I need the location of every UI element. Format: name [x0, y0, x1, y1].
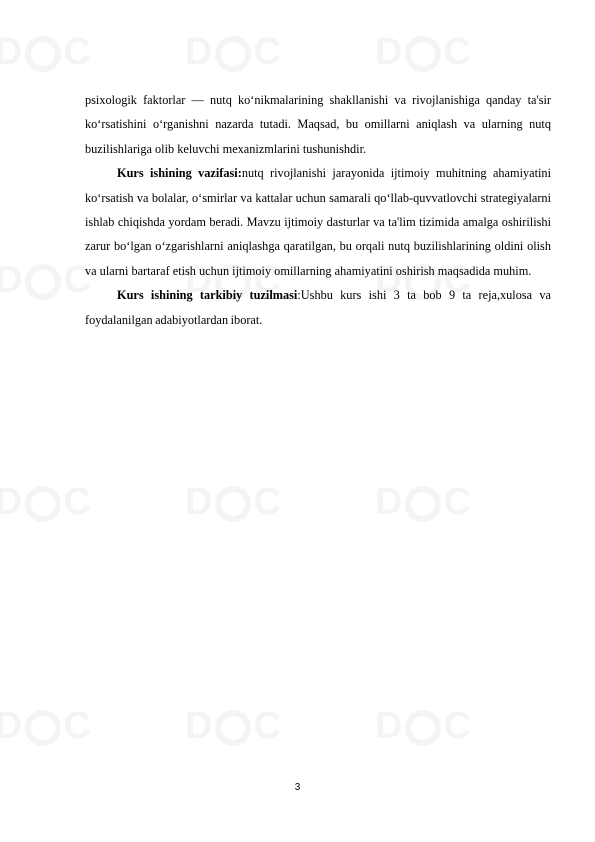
objectives-heading: Kurs ishining vazifasi: [117, 166, 242, 181]
objectives-text: nutq rivojlanishi jarayonida ijtimoiy muhitning ahamiyatini ko‘rsatish va bolalar, o‘smirlar va kattalar uchun samarali qo‘llab-quvvatlovchi strategiyalarni ishlab chiqishda yordam beradi. Mavzu ijtimoiy dasturlar va ta'lim tizimida amalga oshirilishi zarur bo‘lgan o‘zgarishlarni aniqlashga qaratilgan, bu orqali nutq buzilishlarining oldini olish va ularni bartaraf etish uchun ijtimoiy omillarning ahamiyatini oshirish maqsadida muhim. [85, 166, 551, 278]
watermark-logo [0, 30, 145, 74]
watermark-logo [375, 704, 525, 748]
paragraph-structure [85, 283, 551, 332]
structure-text: :Ushbu kurs ishi 3 ta bob 9 ta reja,xulosa va foydalanilgan adabiyotlardan iborat. [85, 288, 551, 327]
watermark-logo [375, 480, 525, 524]
watermark-logo [0, 704, 145, 748]
watermark-logo [0, 480, 145, 524]
paragraph-objectives [85, 161, 551, 283]
paragraph-intro: psixologik faktorlar — nutq ko‘nikmalarining shakllanishi va rivojlanishiga qanday ta'sir ko‘rsatishini o‘rganishni nazarda tutadi. Maqsad, bu omillarni aniqlash va ularning nutq buzilishlariga olib keluvchi mexanizmlarini tushunishdir. [85, 93, 551, 156]
watermark-logo [375, 30, 525, 74]
watermark-logo [185, 704, 335, 748]
page-number: 3 [294, 782, 301, 793]
structure-heading: Kurs ishining tarkibiy tuzilmasi [117, 288, 298, 303]
watermark-logo [185, 30, 335, 74]
document-body [85, 88, 551, 332]
watermark-logo [185, 480, 335, 524]
